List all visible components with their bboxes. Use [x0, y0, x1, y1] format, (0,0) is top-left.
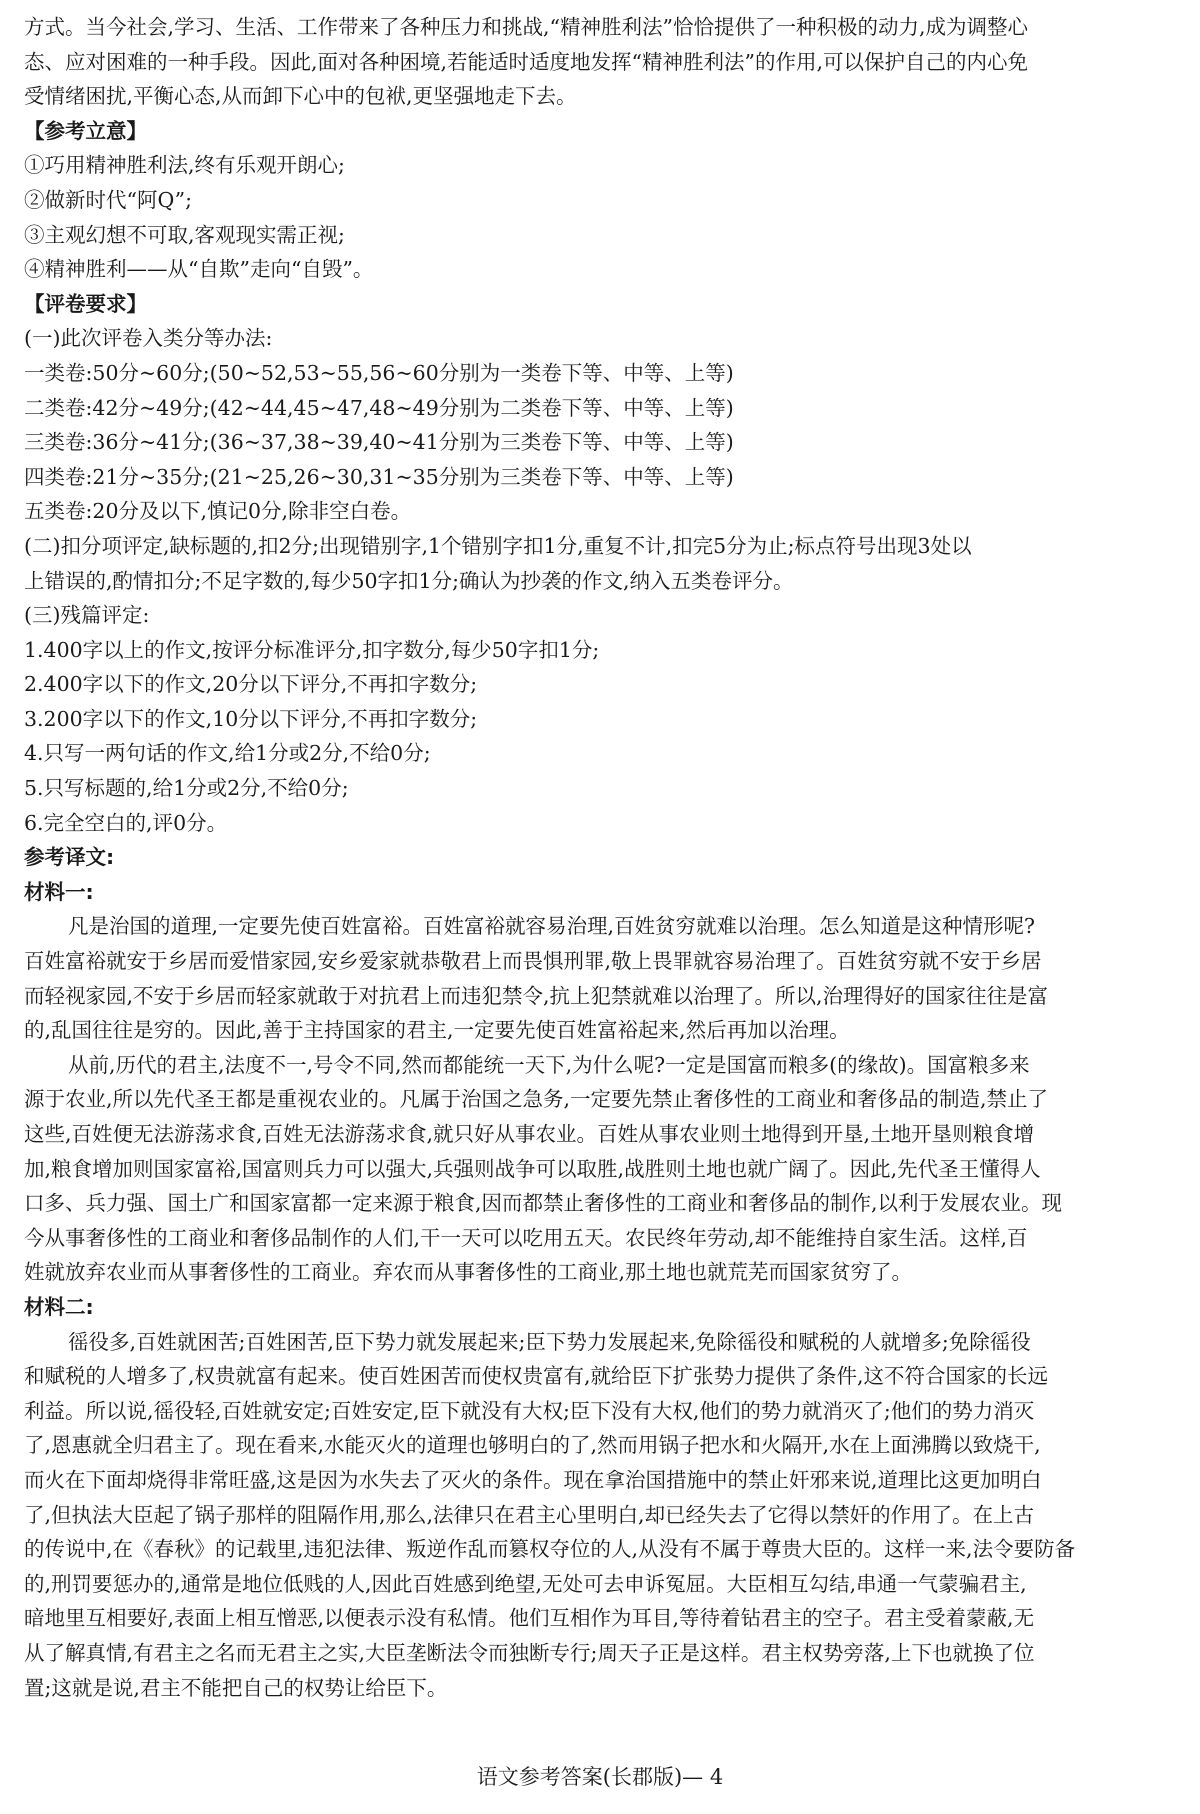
grading-line: 一类卷:50分~60分;(50~52,53~55,56~60分别为一类卷下等、中等、上等)	[24, 360, 734, 385]
text-line: 受情绪困扰,平衡心态,从而卸下心中的包袱,更坚强地走下去。	[24, 84, 577, 109]
material1-text	[24, 909, 1176, 1290]
text-line: 的,乱国往往是穷的。因此,善于主持国家的君主,一定要先使百姓富裕起来,然后再加以治理。	[24, 1018, 850, 1043]
translation-section	[24, 840, 1176, 1705]
text-line: 从了解真情,有君主之名而无君主之实,大臣垄断法令而独断专行;周天子正是这样。君主权势旁落,上下也就换了位	[24, 1640, 1035, 1665]
text-line: 和赋税的人增多了,权贵就富有起来。使百姓困苦而使权贵富有,就给臣下扩张势力提供了条件,这不符合国家的长远	[24, 1364, 1049, 1389]
grading-line: 6.完全空白的,评0分。	[24, 810, 228, 835]
grading-line: 三类卷:36分~41分;(36~37,38~39,40~41分别为三类卷下等、中等、上等)	[24, 430, 734, 455]
grading-line: (三)残篇评定:	[24, 603, 150, 628]
grading-heading: 【评卷要求】	[24, 291, 147, 316]
material2-heading: 材料二:	[24, 1294, 94, 1319]
answer-page	[24, 10, 1176, 1705]
grading-line: 3.200字以下的作文,10分以下评分,不再扣字数分;	[24, 706, 478, 731]
text-line: 今从事奢侈性的工商业和奢侈品制作的人们,干一天可以吃用五天。农民终年劳动,却不能维持自家生活。这样,百	[24, 1225, 1028, 1250]
text-line: 了,但执法大臣起了锅子那样的阻隔作用,那么,法律只在君主心里明白,却已经失去了它得以禁奸的作用了。在上古	[24, 1502, 1035, 1527]
grading-line: (一)此次评卷入类分等办法:	[24, 326, 273, 351]
text-line: 利益。所以说,徭役轻,百姓就安定;百姓安定,臣下就没有大权;臣下没有大权,他们的势力就消灭了;他们的势力消灭	[24, 1398, 1035, 1423]
text-line: 了,恩惠就全归君主了。现在看来,水能灭火的道理也够明白的了,然而用锅子把水和火隔开,水在上面沸腾以致烧干,	[24, 1433, 1041, 1458]
grading-line: 4.只写一两句话的作文,给1分或2分,不给0分;	[24, 741, 431, 766]
material1-heading: 材料一:	[24, 879, 94, 904]
text-line: 这些,百姓便无法游荡求食,百姓无法游荡求食,就只好从事农业。百姓从事农业则土地得到开垦,土地开垦则粮食增	[24, 1122, 1035, 1146]
grading-line: 四类卷:21分~35分;(21~25,26~30,31~35分别为三类卷下等、中等、上等)	[24, 464, 734, 489]
text-line: 姓就放弃农业而从事奢侈性的工商业。弃农而从事奢侈性的工商业,那土地也就荒芜而国家贫穷了。	[24, 1260, 913, 1285]
grading-line: 五类卷:20分及以下,慎记0分,除非空白卷。	[24, 499, 412, 524]
text-line: 徭役多,百姓就困苦;百姓困苦,臣下势力就发展起来;臣下势力发展起来,免除徭役和赋税的人就增多;免除徭役	[68, 1329, 1031, 1354]
text-line: 暗地里互相要好,表面上相互憎恶,以便表示没有私情。他们互相作为耳目,等待着钻君主的空子。君主受着蒙蔽,无	[24, 1606, 1035, 1631]
text-line: 加,粮食增加则国家富裕,国富则兵力可以强大,兵强则战争可以取胜,战胜则土地也就广阔了。因此,先代圣王懂得人	[24, 1156, 1041, 1181]
grading-line: 上错误的,酌情扣分;不足字数的,每少50字扣1分;确认为抄袭的作文,纳入五类卷评分。	[24, 568, 794, 593]
text-line: 的传说中,在《春秋》的记载里,违犯法律、叛逆作乱而篡权夺位的人,从没有不属于尊贵大臣的。这样一来,法令要防备	[24, 1537, 1076, 1562]
text-line: 百姓富裕就安于乡居而爱惜家园,安乡爱家就恭敬君上而畏惧刑罪,敬上畏罪就容易治理了。百姓贫穷就不安于乡居	[24, 949, 1042, 974]
theme-item: ③主观幻想不可取,客观现实需正视;	[24, 222, 345, 247]
ref-theme-heading: 【参考立意】	[24, 118, 147, 143]
grading-line: 1.400字以上的作文,按评分标准评分,扣字数分,每少50字扣1分;	[24, 637, 600, 662]
grading-section	[24, 287, 1176, 841]
grading-line: 2.400字以下的作文,20分以下评分,不再扣字数分;	[24, 672, 478, 697]
material2-text	[24, 1325, 1176, 1706]
theme-item: ①巧用精神胜利法,终有乐观开朗心;	[24, 153, 345, 178]
text-line: 口多、兵力强、国土广和国家富都一定来源于粮食,因而都禁止奢侈性的工商业和奢侈品的制作,以利于发展农业。现	[24, 1191, 1063, 1216]
text-line: 置;这就是说,君主不能把自己的权势让给臣下。	[24, 1675, 448, 1700]
text-line: 源于农业,所以先代圣王都是重视农业的。凡属于治国之急务,一定要先禁止奢侈性的工商业和奢侈品的制造,禁止了	[24, 1087, 1049, 1112]
translation-heading: 参考译文:	[24, 845, 115, 870]
text-line: 态、应对困难的一种手段。因此,面对各种困境,若能适时适度地发挥“精神胜利法”的作用,可以保护自己的内心免	[24, 49, 1029, 74]
grading-line: (二)扣分项评定,缺标题的,扣2分;出现错别字,1个错别字扣1分,重复不计,扣完5分为止;标点符号出现3处以	[24, 533, 972, 558]
grading-line: 5.只写标题的,给1分或2分,不给0分;	[24, 776, 349, 801]
text-line: 的,刑罚要惩办的,通常是地位低贱的人,因此百姓感到绝望,无处可去申诉冤屈。大臣相互勾结,串通一气蒙骗君主,	[24, 1571, 1027, 1596]
theme-item: ②做新时代“阿Q”;	[24, 187, 193, 212]
intro-paragraph	[24, 10, 1176, 114]
text-line: 而火在下面却烧得非常旺盛,这是因为水失去了灭火的条件。现在拿治国措施中的禁止奸邪来说,道理比这更加明白	[24, 1467, 1042, 1492]
ref-theme-section	[24, 114, 1176, 287]
text-line: 方式。当今社会,学习、生活、工作带来了各种压力和挑战,“精神胜利法”恰恰提供了一种积极的动力,成为调整心	[24, 15, 1029, 39]
text-line: 凡是治国的道理,一定要先使百姓富裕。百姓富裕就容易治理,百姓贫穷就难以治理。怎么知道是这种情形呢?	[68, 914, 1036, 939]
text-line: 而轻视家园,不安于乡居而轻家就敢于对抗君上而违犯禁令,抗上犯禁就难以治理了。所以,治理得好的国家往往是富	[24, 983, 1049, 1008]
grading-line: 二类卷:42分~49分;(42~44,45~47,48~49分别为二类卷下等、中等、上等)	[24, 395, 734, 420]
theme-item: ④精神胜利——从“自欺”走向“自毁”。	[24, 257, 374, 282]
page-footer: 语文参考答案(长郡版)— 4	[476, 1765, 724, 1789]
text-line: 从前,历代的君主,法度不一,号令不同,然而都能统一天下,为什么呢?一定是国富而粮多(的缘故)。国富粮多来	[68, 1052, 1030, 1077]
